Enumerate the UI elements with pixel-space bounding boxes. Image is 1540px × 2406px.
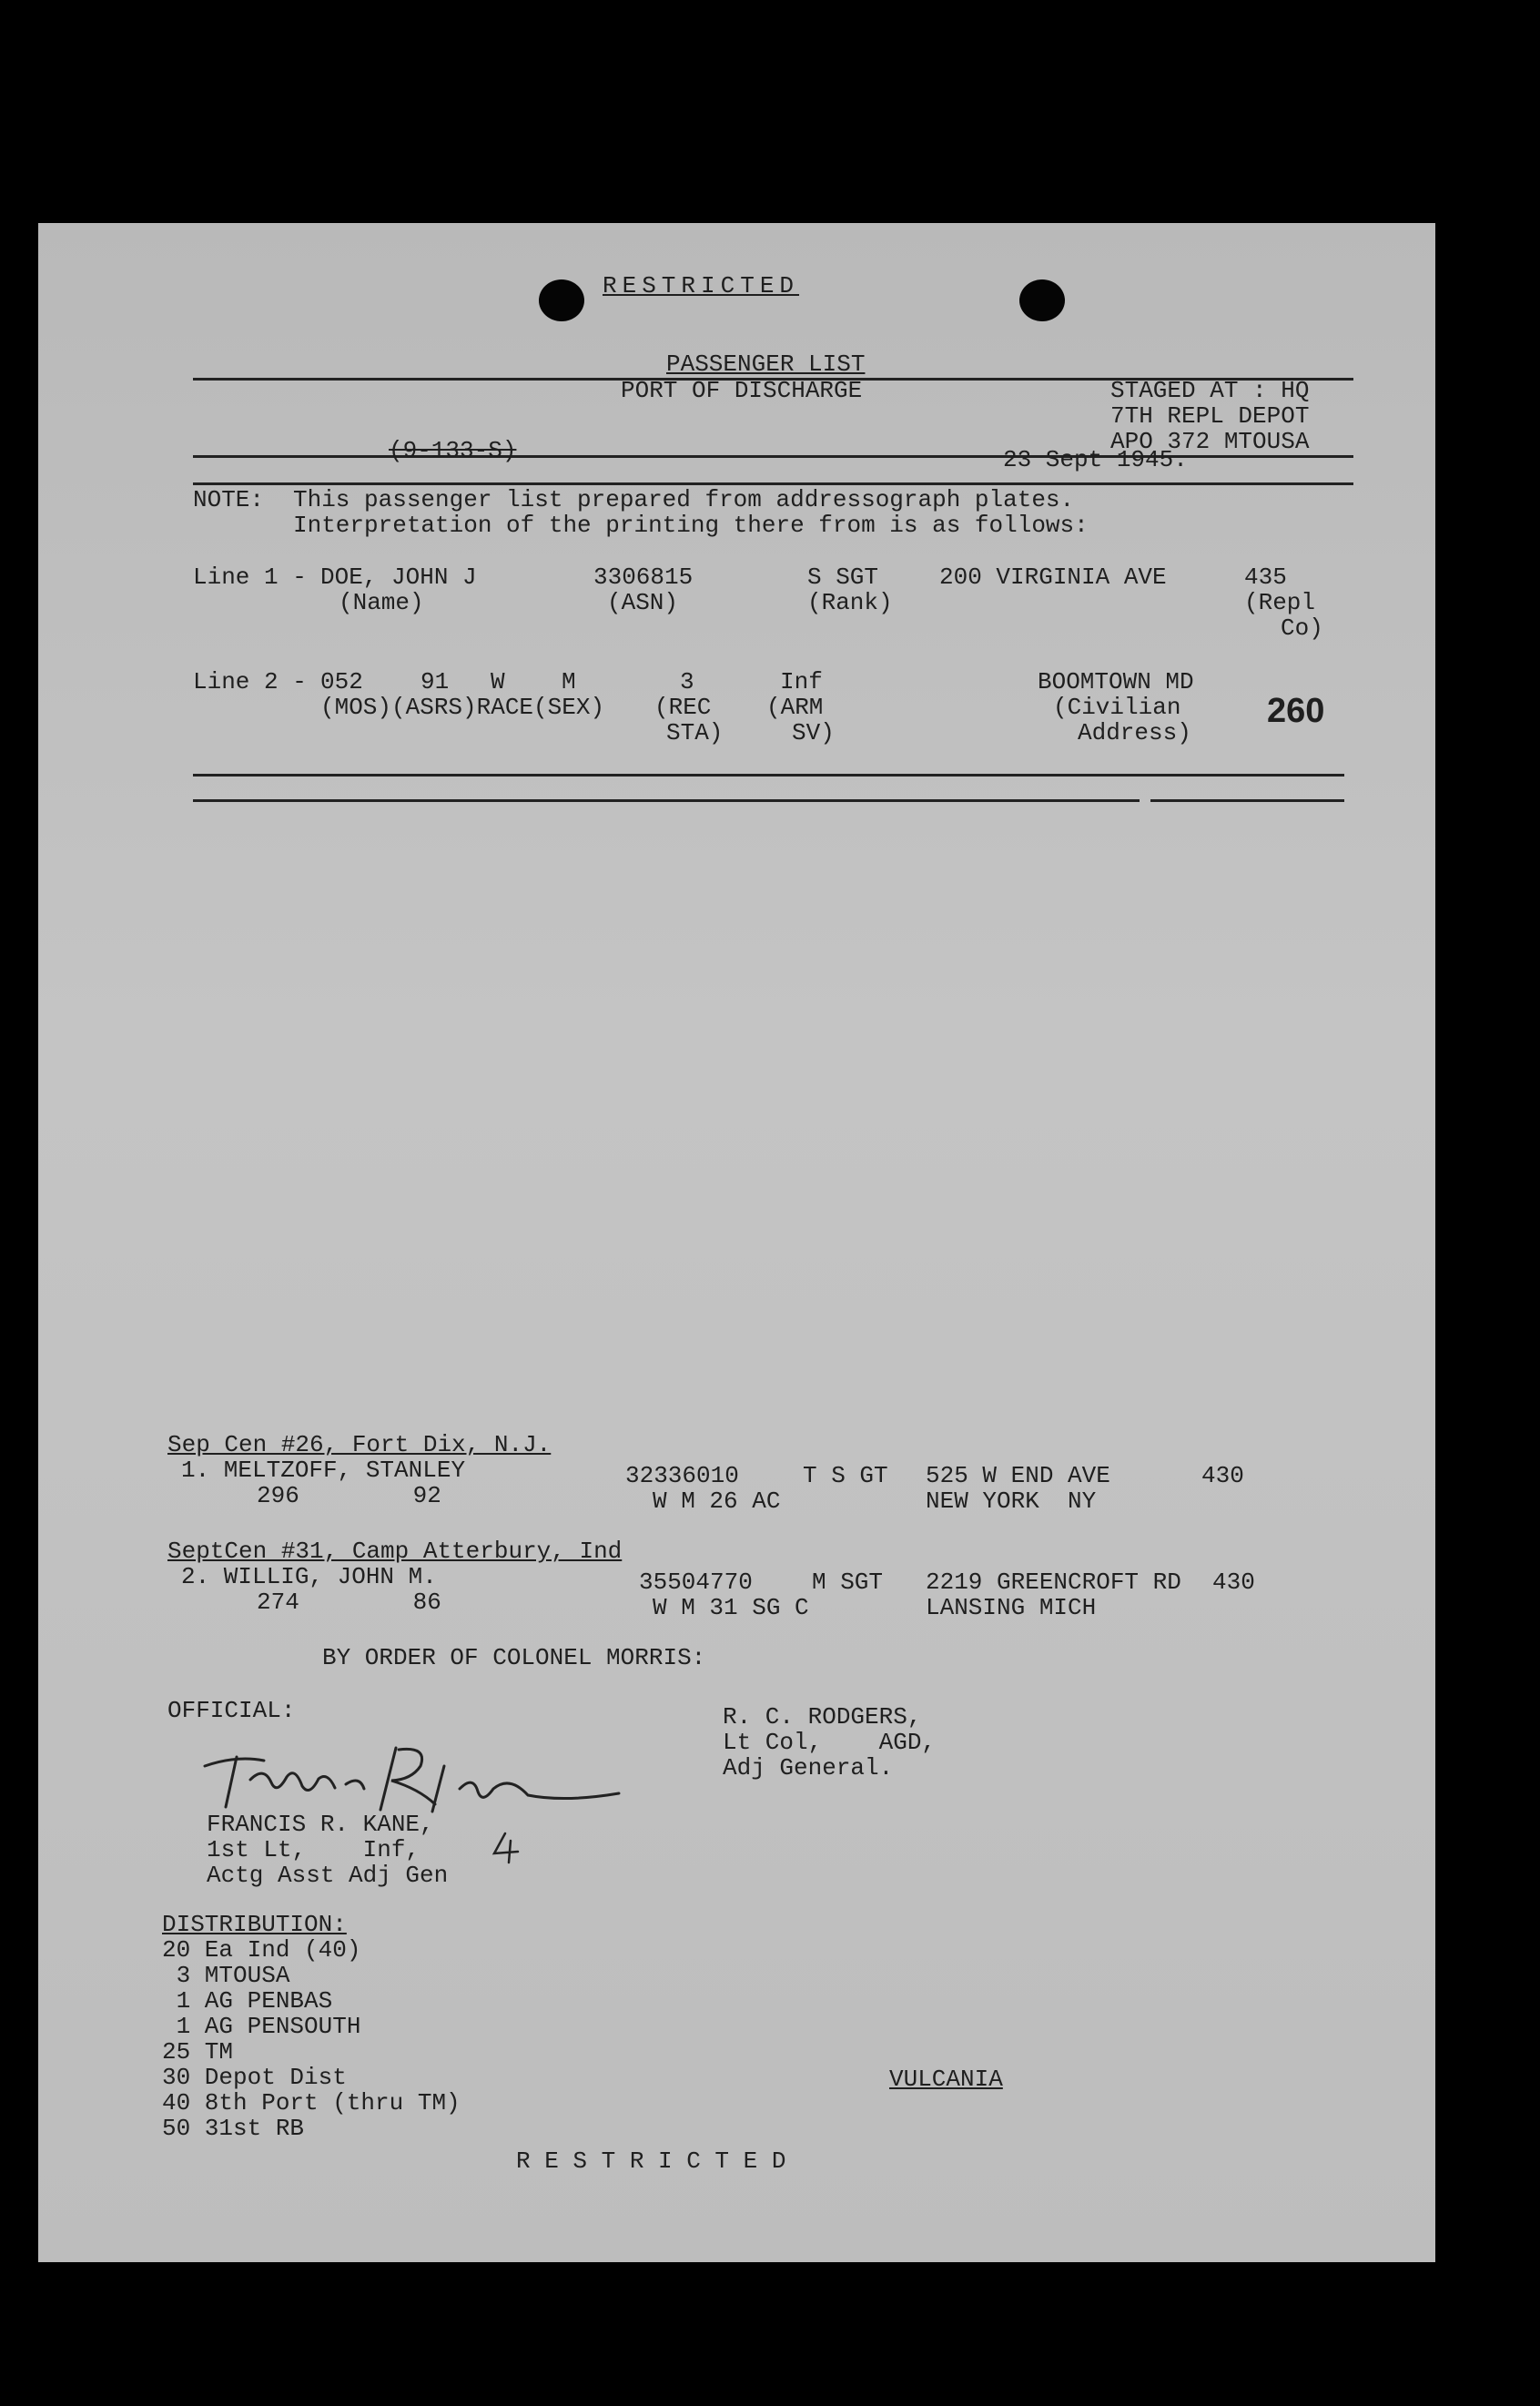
- distribution-item: 1 AG PENSOUTH: [162, 2013, 361, 2040]
- distribution-title: DISTRIBUTION:: [162, 1911, 347, 1938]
- legend-asn-caption: (ASN): [607, 589, 679, 616]
- distribution-item: 30 Depot Dist: [162, 2064, 347, 2091]
- entry-1-header: Sep Cen #26, Fort Dix, N.J.: [167, 1431, 552, 1458]
- entry-2-company: 430: [1212, 1568, 1255, 1596]
- document-date: 23 Sept 1945.: [1003, 446, 1188, 473]
- legend-co-caption-2: Co): [1281, 614, 1323, 642]
- legend-line1-label: Line 1 -: [193, 563, 307, 591]
- entry-1-company: 430: [1201, 1462, 1244, 1489]
- distribution-item: 3 MTOUSA: [162, 1962, 290, 1989]
- entry-2-address-1: 2219 GREENCROFT RD: [926, 1568, 1181, 1596]
- official-label: OFFICIAL:: [167, 1697, 296, 1724]
- legend-rec-caption-1: (REC: [654, 694, 712, 721]
- legend-race: W: [491, 668, 505, 695]
- legend-asn: 3306815: [593, 563, 694, 591]
- classification-top: RESTRICTED: [603, 272, 800, 299]
- staged-line-2: 7TH REPL DEPOT: [1110, 402, 1310, 430]
- signatory-title: Actg Asst Adj Gen: [207, 1862, 449, 1889]
- legend-name-caption: (Name): [339, 589, 424, 616]
- legend-city-caption-1: (Civilian: [1053, 694, 1181, 721]
- legend-city-caption-2: Address): [1078, 719, 1191, 746]
- punch-hole-right: [1019, 279, 1065, 321]
- note-text-1: This passenger list prepared from addressograph plates.: [293, 486, 1075, 513]
- entry-2-name: 2. WILLIG, JOHN M.: [181, 1563, 437, 1590]
- page-subtitle: PORT OF DISCHARGE: [621, 377, 863, 404]
- entry-1-address-2: NEW YORK NY: [926, 1487, 1097, 1515]
- document-page: [38, 223, 1435, 2262]
- note-text-2: Interpretation of the printing there from is as follows:: [293, 512, 1089, 539]
- legend-rec: 3: [680, 668, 694, 695]
- distribution-item: 40 8th Port (thru TM): [162, 2089, 461, 2117]
- entry-1-address-1: 525 W END AVE: [926, 1462, 1110, 1489]
- legend-line2-captions: (MOS)(ASRS)RACE(SEX): [320, 694, 605, 721]
- entry-1-race-sex: W M 26 AC: [653, 1487, 781, 1515]
- entry-2-race-sex: W M 31 SG C: [653, 1594, 809, 1621]
- entry-1-name: 1. MELTZOFF, STANLEY: [181, 1457, 466, 1484]
- legend-rank: S SGT: [807, 563, 879, 591]
- legend-arm-caption-2: SV): [792, 719, 835, 746]
- legend-rule-2b: [1150, 799, 1344, 802]
- legend-address: 200 VIRGINIA AVE: [939, 563, 1167, 591]
- initial-mark: [489, 1830, 525, 1866]
- legend-arm-caption-1: (ARM: [766, 694, 824, 721]
- legend-sex: M: [562, 668, 576, 695]
- distribution-item: 1 AG PENBAS: [162, 1987, 333, 2015]
- signer-rank: Lt Col, AGD,: [723, 1729, 937, 1756]
- ship-name: VULCANIA: [889, 2066, 1003, 2093]
- distribution-item: 20 Ea Ind (40): [162, 1936, 361, 1964]
- legend-line2-label: Line 2 -: [193, 668, 307, 695]
- entry-2-header: SeptCen #31, Camp Atterbury, Ind: [167, 1538, 623, 1565]
- legend-rule-2a: [193, 799, 1140, 802]
- note-label: NOTE:: [193, 486, 265, 513]
- entry-1-codes: 296 92: [257, 1482, 441, 1509]
- legend-asrs: 91: [420, 668, 450, 695]
- entry-1-rank: T S GT: [803, 1462, 888, 1489]
- header-rule-bottom: [193, 482, 1353, 485]
- legend-mos: 052: [320, 668, 363, 695]
- entry-2-address-2: LANSING MICH: [926, 1594, 1097, 1621]
- entry-1-asn: 32336010: [625, 1462, 739, 1489]
- distribution-item: 25 TM: [162, 2038, 234, 2066]
- staged-line-1: STAGED AT : HQ: [1110, 377, 1310, 404]
- by-order-line: BY ORDER OF COLONEL MORRIS:: [322, 1644, 706, 1671]
- signatory-name: FRANCIS R. KANE,: [207, 1811, 434, 1838]
- signer-title: Adj General.: [723, 1754, 894, 1782]
- classification-bottom: R E S T R I C T E D: [516, 2147, 786, 2175]
- signatory-rank: 1st Lt, Inf,: [207, 1836, 420, 1863]
- distribution-item: 50 31st RB: [162, 2115, 305, 2142]
- page-number: 260: [1267, 692, 1325, 730]
- legend-rule-1: [193, 774, 1344, 777]
- punch-hole-left: [539, 279, 584, 321]
- legend-name: DOE, JOHN J: [320, 563, 477, 591]
- legend-rec-caption-2: STA): [666, 719, 724, 746]
- legend-city: BOOMTOWN MD: [1038, 668, 1194, 695]
- signer-name: R. C. RODGERS,: [723, 1703, 922, 1731]
- legend-co-caption-1: (Repl: [1244, 589, 1316, 616]
- staged-line-3: APO 372 MTOUSA: [1110, 428, 1310, 455]
- page-title: PASSENGER LIST: [666, 350, 866, 378]
- legend-co: 435: [1244, 563, 1287, 591]
- entry-2-asn: 35504770: [639, 1568, 753, 1596]
- legend-rank-caption: (Rank): [807, 589, 893, 616]
- entry-2-rank: M SGT: [812, 1568, 884, 1596]
- legend-arm: Inf: [780, 668, 823, 695]
- entry-2-codes: 274 86: [257, 1589, 441, 1616]
- file-code: (9-133-S): [389, 437, 517, 464]
